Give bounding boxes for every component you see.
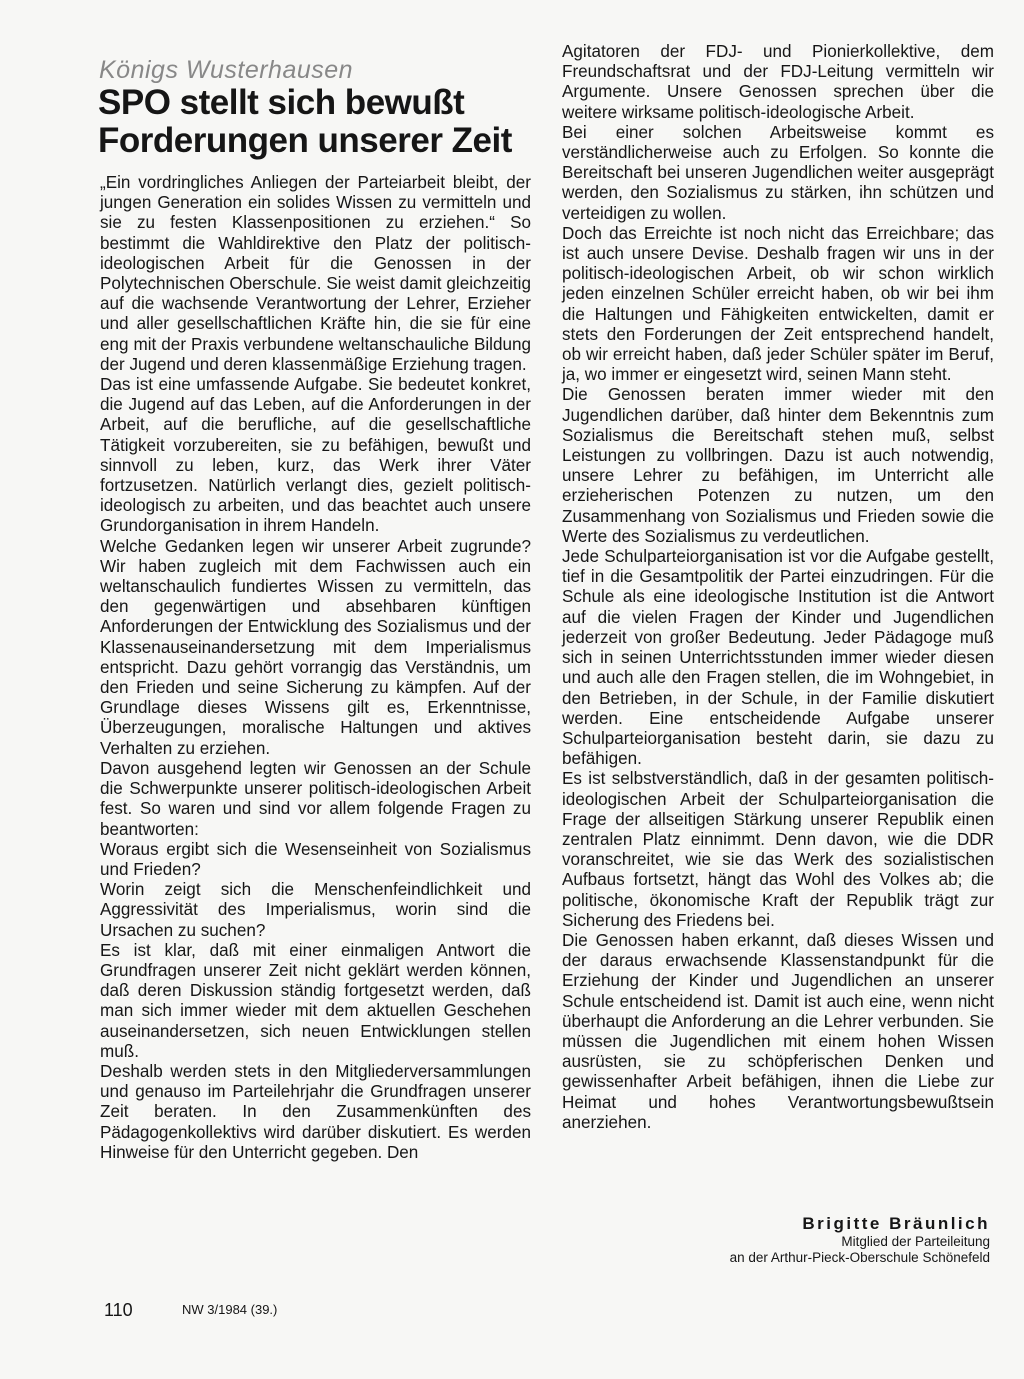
author-role: Mitglied der Parteileitung [841,1234,990,1249]
paragraph: Die Genossen beraten immer wieder mit den Jugendlichen darüber, daß hinter dem Bekenntnis zum Sozialismus die Bereitschaft stehen muß, selbst Leistungen zu vollbringen. Dazu ist auch notwendig, unsere Lehrer zu befähigen, im Unterricht alle erzieherischen Potenzen zu nutzen, um den Zusammenhang von Sozialismus und Frieden sowie die Werte des Sozialismus zu verdeutlichen. [562,385,994,546]
paragraph: Es ist klar, daß mit einer einmaligen Antwort die Grundfragen unserer Zeit nicht geklärt werden können, daß deren Diskussion ständig fortgesetzt werden, daß man sich immer wieder mit dem aktuellen Geschehen auseinandersetzen, sich neuen Entwicklungen stellen muß. [100,940,531,1061]
paragraph: „Ein vordringliches Anliegen der Parteiarbeit bleibt, der jungen Generation ein solides Wissen zu vermitteln und sie zu festen Klassenpositionen zu erziehen.“ So bestimmt die Wahldirektive den Platz der politisch-ideologischen Arbeit für die Genossen in der Polytechnischen Oberschule. Sie weist damit gleichzeitig auf die wachsende Verantwortung der Lehrer, Erzieher und aller gesellschaftlichen Kräfte hin, die sie für eine eng mit der Praxis verbundene weltanschauliche Bildung der Jugend und deren klassenmäßige Erziehung tragen. [100,173,531,374]
paragraph: Bei einer solchen Arbeitsweise kommt es verständlicherweise auch zu Erfolgen. So konnte die Bereitschaft bei unseren Jugendlichen weiter ausgeprägt werden, den Sozialismus zu stärken, ihn schützen und verteidigen zu wollen. [562,122,994,223]
paragraph: Jede Schulparteiorganisation ist vor die Aufgabe gestellt, tief in die Gesamtpolitik der Partei einzudringen. Für die Schule als eine ideologische Institution ist die Antwort auf die vielen Fragen der Kinder und Jugendlichen jederzeit von großer Bedeutung. Jeder Pädagoge muß sich in seinen Unterrichtsstunden immer wieder diesen und auch alle den Fragen stellen, die im Wohngebiet, in den Betrieben, in der Schule, in der Familie diskutiert werden. Eine entscheidende Aufgabe unserer Schulparteiorganisation besteht darin, sie dazu zu befähigen. [562,547,994,769]
paragraph: Die Genossen haben erkannt, daß dieses Wissen und der daraus erwachsende Klassenstandpunkt für die Erziehung der Kinder und Jugendlichen an unserer Schule entscheidend ist. Damit ist auch eine, wenn nicht überhaupt die Anforderung an die Lehrer verbunden. Sie müssen die Jugendlichen mit einem hohen Wissen ausrüsten, sie zu schöpferischen Denken und gewissenhafter Arbeit befähigen, ihnen die Liebe zur Heimat und hohes Verantwortungsbewußtsein anerziehen. [562,930,994,1132]
right-column [562,42,994,1133]
paragraph: Welche Gedanken legen wir unserer Arbeit zugrunde? Wir haben zugleich mit dem Fachwissen auch ein weltanschaulich fundiertes Wissen zu vermitteln, das den gegenwärtigen und absehbaren künftigen Anforderungen der Entwicklung des Sozialismus und der Klassenauseinandersetzung mit dem Imperialismus entspricht. Dazu gehört vorrangig das Verständnis, um den Frieden und seine Sicherung zu kämpfen. Auf der Grundlage dieses Wissens gilt es, Erkenntnisse, Überzeugungen, moralische Haltungen und aktives Verhalten zu erziehen. [100,536,531,758]
issue-label: NW 3/1984 (39.) [182,1302,278,1317]
paragraph: Es ist selbstverständlich, daß in der gesamten politisch-ideologischen Arbeit der Schulparteiorganisation die Frage der allseitigen Stärkung unserer Republik einen zentralen Platz einnimmt. Denn davon, wie die DDR voranschreitet, wie sie das Werk des sozialistischen Aufbaus fortsetzt, hängt das Wohl des Volkes ab; die politische, ökonomische Kraft der Republik trägt zur Sicherung des Friedens bei. [562,769,994,930]
article-kicker: Königs Wusterhausen [99,56,354,84]
author-signature [730,1214,990,1266]
headline-line-1: SPO stellt sich bewußt [98,83,465,122]
page-number: 110 [104,1300,133,1320]
paragraph: Doch das Erreichte ist noch nicht das Erreichbare; das ist auch unsere Devise. Deshalb fragen wir uns in der politisch-ideologischen Arbeit, ob wir schon wirklich jeden einzelnen Schüler erreicht haben, ob wir bei ihm die Haltungen und Fähigkeiten entwickelten, damit er stets den Forderungen der Zeit entsprechend handelt, ob wir erreicht haben, daß jeder Schüler später im Beruf, ja, wo immer er eingesetzt wird, seinen Mann steht. [562,223,994,385]
paragraph: Deshalb werden stets in den Mitgliederversammlungen und genauso im Parteilehrjahr die Grundfragen unserer Zeit beraten. In den Zusammenkünften des Pädagogenkollektivs wird darüber diskutiert. Es werden Hinweise für den Unterricht gegeben. Den [100,1061,531,1162]
paragraph: Das ist eine umfassende Aufgabe. Sie bedeutet konkret, die Jugend auf das Leben, auf die Anforderungen in der Arbeit, auf die berufliche, auf die gesellschaftliche Tätigkeit vorzubereiten, sie zu befähigen, bewußt und sinnvoll zu leben, kurz, das Werk ihrer Väter fortzusetzen. Natürlich verlangt dies, gezielt politisch-ideologisch zu arbeiten, und das beachtet auch unsere Grundorganisation in ihrem Handeln. [100,375,531,536]
left-column [100,173,531,1163]
paragraph: Worin zeigt sich die Menschenfeindlichkeit und Aggressivität des Imperialismus, worin sind die Ursachen zu suchen? [100,880,531,940]
headline-line-2: Forderungen unserer Zeit [98,121,512,160]
paragraph: Agitatoren der FDJ- und Pionierkollektive, dem Freundschaftsrat und der FDJ-Leitung vermitteln wir Argumente. Unsere Genossen sprechen über die weitere wirksame politisch-ideologische Arbeit. [562,42,994,122]
author-school: an der Arthur-Pieck-Oberschule Schönefeld [729,1250,990,1265]
article-headline [98,84,528,160]
paragraph: Davon ausgehend legten wir Genossen an der Schule die Schwerpunkte unserer politisch-ideologischen Arbeit fest. So waren und sind vor allem folgende Fragen zu beantworten: [100,758,531,839]
author-name: Brigitte Bräunlich [802,1214,990,1233]
paragraph: Woraus ergibt sich die Wesenseinheit von Sozialismus und Frieden? [100,839,531,879]
